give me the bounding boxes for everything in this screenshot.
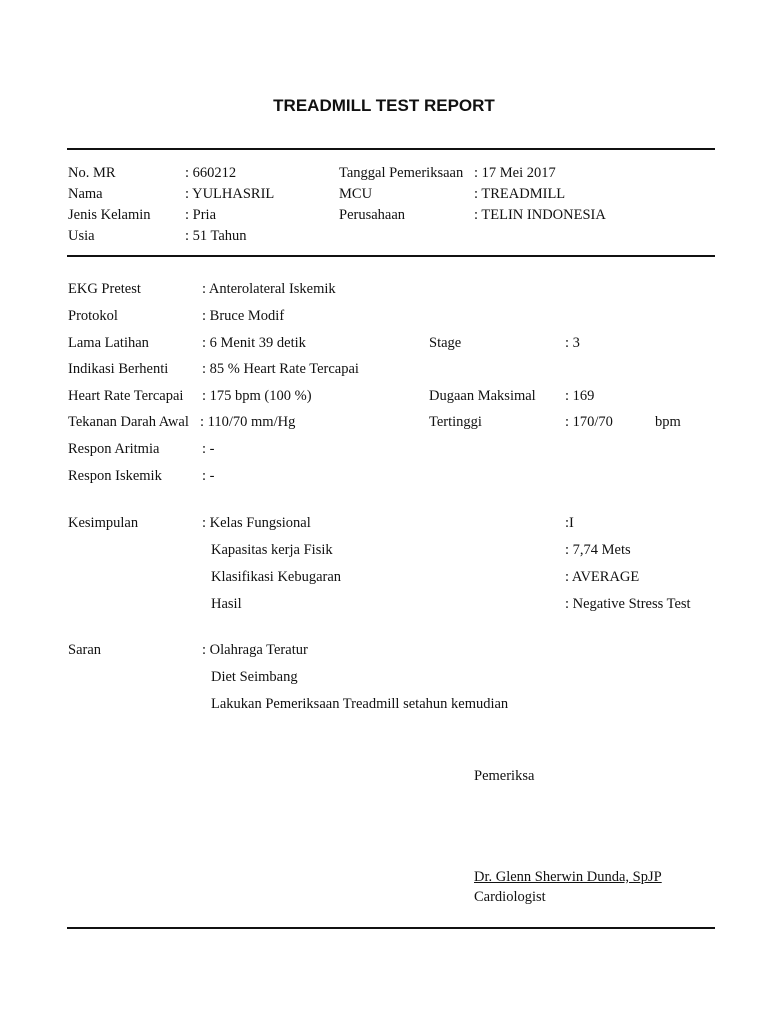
mr-label: No. MR — [68, 165, 116, 181]
mcu-label: MCU — [339, 186, 373, 202]
protocol-value: : Bruce Modif — [202, 308, 285, 324]
peak-value: : 170/70 — [565, 414, 613, 430]
conclusion-item-label: Hasil — [211, 596, 242, 612]
advice-item: Lakukan Pemeriksaan Treadmill setahun kemudian — [211, 696, 509, 712]
bp-value: : 110/70 mm/Hg — [200, 414, 296, 430]
ischemic-value: : - — [202, 468, 215, 484]
indication-value: : 85 % Heart Rate Tercapai — [202, 361, 359, 377]
duration-value: : 6 Menit 39 detik — [202, 335, 306, 351]
conclusion-item-label: Klasifikasi Kebugaran — [211, 569, 342, 585]
age-label: Usia — [68, 228, 95, 244]
maxhr-label: Dugaan Maksimal — [429, 388, 536, 404]
examiner-label: Pemeriksa — [474, 768, 535, 784]
gender-label: Jenis Kelamin — [68, 207, 151, 223]
name-value: : YULHASRIL — [185, 186, 275, 202]
middle-divider — [67, 255, 715, 257]
company-label: Perusahaan — [339, 207, 406, 223]
doctor-name: Dr. Glenn Sherwin Dunda, SpJP — [474, 869, 662, 885]
conclusion-item-value: : Negative Stress Test — [565, 596, 691, 612]
mcu-value: : TREADMILL — [474, 186, 566, 202]
gender-value: : Pria — [185, 207, 217, 223]
age-value: : 51 Tahun — [185, 228, 247, 244]
doctor-title: Cardiologist — [474, 889, 546, 905]
arrhythmia-label: Respon Aritmia — [68, 441, 160, 457]
bp-label: Tekanan Darah Awal — [68, 414, 189, 430]
conclusion-item-label: : Kelas Fungsional — [202, 515, 311, 531]
indication-label: Indikasi Berhenti — [68, 361, 169, 377]
advice-item: : Olahraga Teratur — [202, 642, 308, 658]
peak-label: Tertinggi — [429, 414, 482, 430]
advice-label: Saran — [68, 642, 102, 658]
bottom-divider — [67, 927, 715, 929]
date-value: : 17 Mei 2017 — [474, 165, 556, 181]
ekg-value: : Anterolateral Iskemik — [202, 281, 336, 297]
stage-label: Stage — [429, 335, 462, 351]
conclusion-item-value: : AVERAGE — [565, 569, 640, 585]
conclusion-item-value: : 7,74 Mets — [565, 542, 631, 558]
protocol-label: Protokol — [68, 308, 118, 324]
mr-value: : 660212 — [185, 165, 237, 181]
name-label: Nama — [68, 186, 103, 202]
conclusion-item-value: :I — [565, 515, 574, 531]
advice-item: Diet Seimbang — [211, 669, 298, 685]
hr-value: : 175 bpm (100 %) — [202, 388, 312, 404]
ischemic-label: Respon Iskemik — [68, 468, 162, 484]
conclusion-item-label: Kapasitas kerja Fisik — [211, 542, 333, 558]
date-label: Tanggal Pemeriksaan — [339, 165, 464, 181]
ekg-label: EKG Pretest — [68, 281, 141, 297]
report-title: TREADMILL TEST REPORT — [273, 96, 495, 115]
peak-unit: bpm — [655, 414, 681, 430]
arrhythmia-value: : - — [202, 441, 215, 457]
top-divider — [67, 148, 715, 150]
stage-value: : 3 — [565, 335, 580, 351]
duration-label: Lama Latihan — [68, 335, 149, 351]
conclusion-label: Kesimpulan — [68, 515, 139, 531]
company-value: : TELIN INDONESIA — [474, 207, 606, 223]
hr-label: Heart Rate Tercapai — [68, 388, 184, 404]
maxhr-value: : 169 — [565, 388, 595, 404]
